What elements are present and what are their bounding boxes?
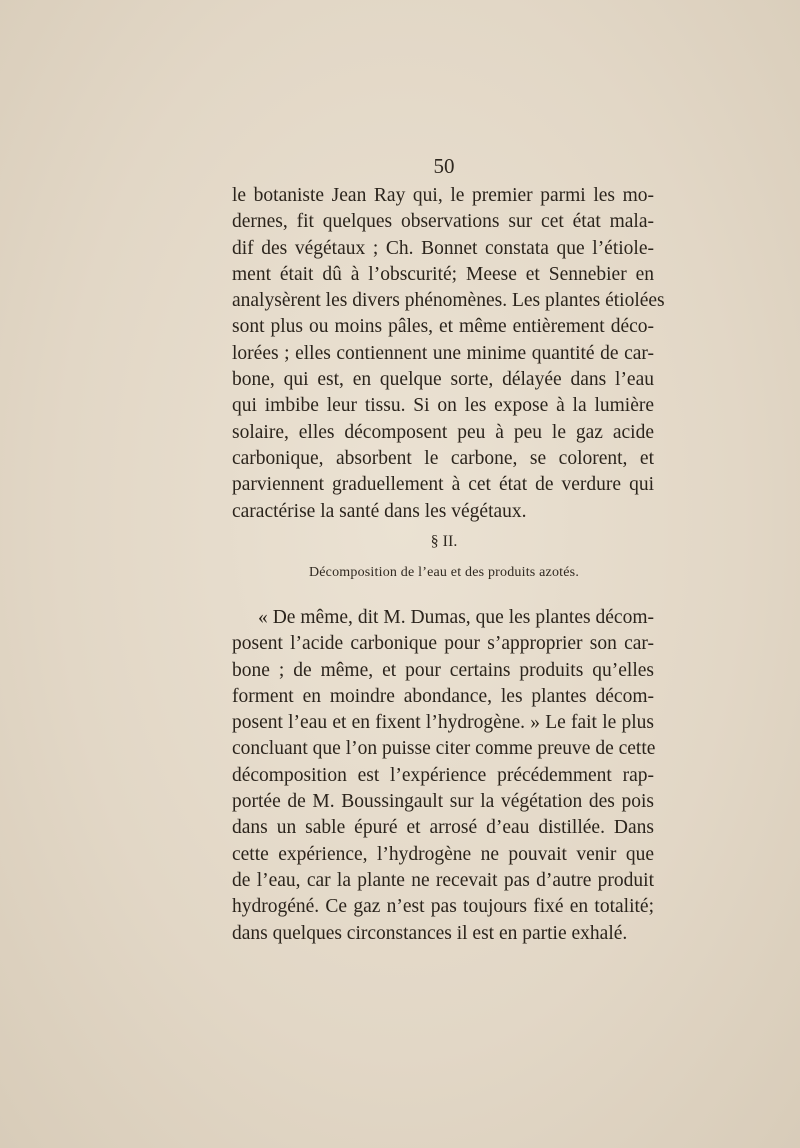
text-line: bone, qui est, en quelque sorte, délayée dans l’eau <box>232 369 654 391</box>
text-line: parviennent graduellement à cet état de verdure qui <box>232 474 654 496</box>
text-line: ment était dû à l’obscurité; Meese et Sennebier en <box>232 263 654 285</box>
text-line: carbonique, absorbent le carbone, se colorent, et <box>232 447 654 469</box>
text-line: bone ; de même, et pour certains produits qu’elles <box>232 659 654 681</box>
text-line: sont plus ou moins pâles, et même entièrement déco- <box>232 316 654 338</box>
text-line: de l’eau, car la plante ne recevait pas d’autre produit <box>232 869 654 891</box>
text-line: dans un sable épuré et arrosé d’eau distillée. Dans <box>232 817 654 839</box>
text-line: posent l’acide carbonique pour s’approprier son car- <box>232 633 654 655</box>
text-line: analysèrent les divers phénomènes. Les plantes étiolées <box>232 290 665 312</box>
text-line: concluant que l’on puisse citer comme preuve de cette <box>232 738 656 760</box>
section-mark: § II. <box>430 533 458 550</box>
text-line: lorées ; elles contiennent une minime quantité de car- <box>232 342 654 364</box>
text-line: « De même, dit M. Dumas, que les plantes décom- <box>258 607 654 628</box>
text-line: cette expérience, l’hydrogène ne pouvait venir que <box>232 843 654 865</box>
text-line: dans quelques circonstances il est en partie exhalé. <box>232 922 628 944</box>
text-line: hydrogéné. Ce gaz n’est pas toujours fixé en totalité; <box>232 896 654 918</box>
text-line: solaire, elles décomposent peu à peu le gaz acide <box>232 421 654 443</box>
text-line: le botaniste Jean Ray qui, le premier parmi les mo- <box>232 185 654 206</box>
text-line: qui imbibe leur tissu. Si on les expose à la lumière <box>232 395 654 417</box>
text-line: caractérise la santé dans les végétaux. <box>232 500 527 522</box>
text-line: dernes, fit quelques observations sur cet état mala- <box>232 211 654 233</box>
text-line: dif des végétaux ; Ch. Bonnet constata que l’étiole- <box>232 237 654 259</box>
page-number: 50 <box>433 154 455 178</box>
text-line: décomposition est l’expérience précédemment rap- <box>232 764 654 786</box>
text-line: portée de M. Boussingault sur la végétation des pois <box>232 791 654 813</box>
section-title: Décomposition de l’eau et des produits azotés. <box>308 565 580 580</box>
text-line: forment en moindre abondance, les plantes décom- <box>232 685 654 707</box>
paragraph-1 <box>232 183 665 525</box>
paragraph-2 <box>232 605 654 947</box>
text-line: posent l’eau et en fixent l’hydrogène. » Le fait le plus <box>232 712 654 734</box>
